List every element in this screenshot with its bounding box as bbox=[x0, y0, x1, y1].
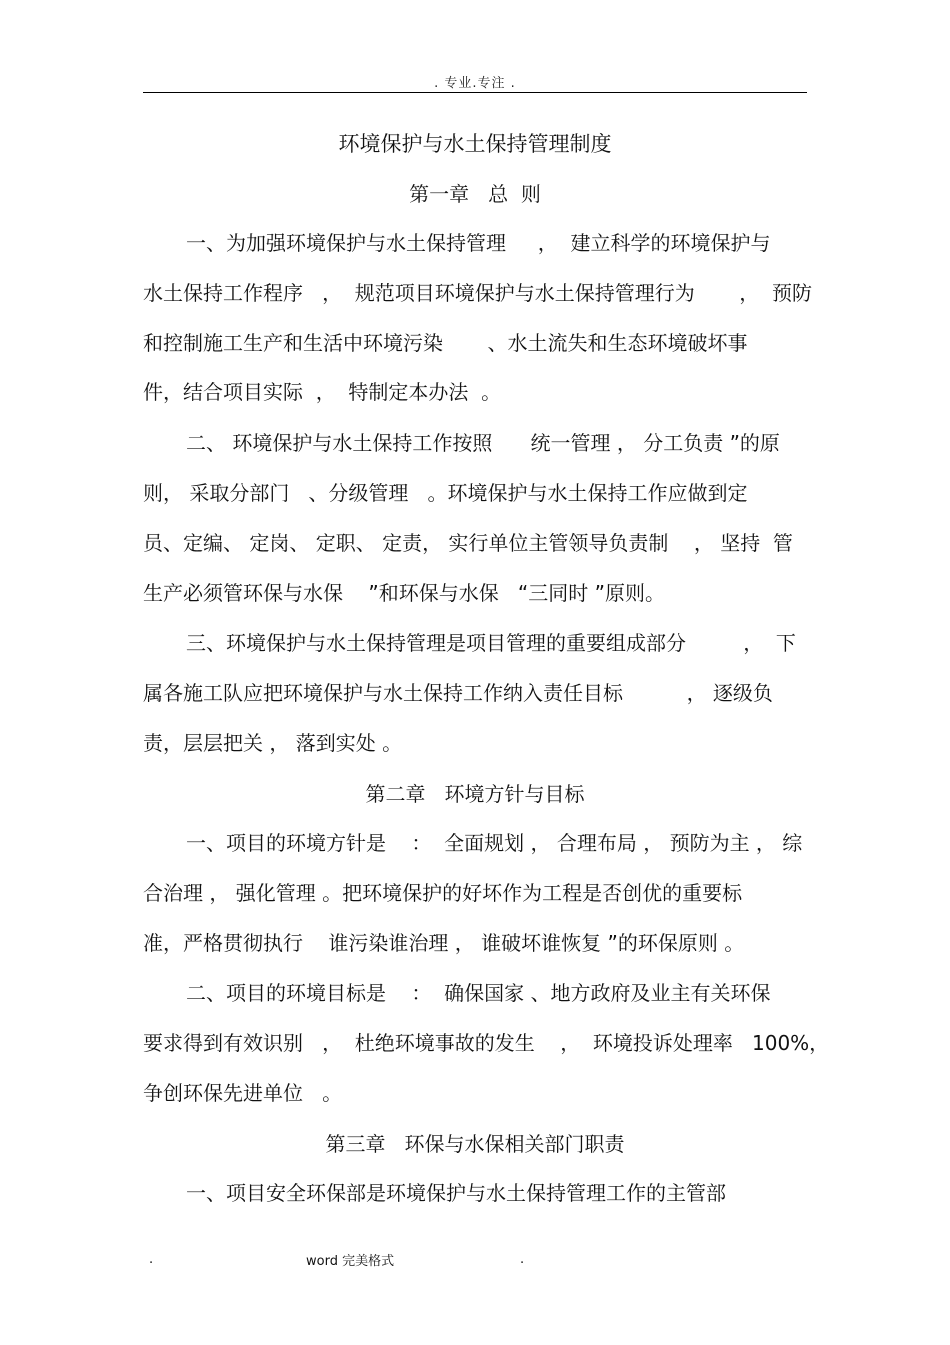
paragraph-line: 二、项目的环境目标是 ： 确保国家 、地方政府及业主有关环保 bbox=[186, 981, 771, 1005]
footer-right-dot: . bbox=[520, 1252, 525, 1267]
paragraph-line: 三、环境保护与水土保持管理是项目管理的重要组成部分 ， 下 bbox=[186, 631, 796, 655]
paragraph-line: 件，结合项目实际 ， 特制定本办法 。 bbox=[143, 380, 502, 404]
paragraph-line: 则， 采取分部门 、分级管理 。环境保护与水土保持工作应做到定 bbox=[143, 481, 748, 505]
paragraph-line: 准，严格贯彻执行 谁污染谁治理 ， 谁破坏谁恢复 ”的环保原则 。 bbox=[143, 931, 745, 955]
chapter-heading: 第一章 总 则 bbox=[409, 182, 541, 206]
paragraph-line: 属各施工队应把环境保护与水土保持工作纳入责任目标 ， 逐级负 bbox=[143, 681, 773, 705]
header-divider bbox=[143, 92, 807, 93]
paragraph-line: 员、定编、 定岗、 定职、 定责， 实行单位主管领导负责制 ， 坚持 管 bbox=[143, 531, 793, 555]
paragraph-line: 一、项目安全环保部是环境保护与水土保持管理工作的主管部 bbox=[186, 1181, 726, 1205]
paragraph-line: 生产必须管环保与水保 ”和环保与水保 “三同时 ”原则。 bbox=[143, 581, 665, 605]
paragraph-line: 二、 环境保护与水土保持工作按照 统一管理 ， 分工负责 ”的原 bbox=[186, 431, 780, 455]
paragraph-line: 一、为加强环境保护与水土保持管理 ， 建立科学的环境保护与 bbox=[186, 231, 771, 255]
chapter-heading: 第三章 环保与水保相关部门职责 bbox=[325, 1132, 625, 1156]
document-title: 环境保护与水土保持管理制度 bbox=[338, 132, 612, 156]
footer-text: word 完美格式 bbox=[306, 1254, 395, 1269]
paragraph-line: 一、项目的环境方针是 ： 全面规划 ， 合理布局 ， 预防为主 ， 综 bbox=[186, 831, 803, 855]
chapter-heading: 第二章 环境方针与目标 bbox=[365, 782, 585, 806]
paragraph-line: 和控制施工生产和生活中环境污染 、水土流失和生态环境破坏事 bbox=[143, 331, 748, 355]
paragraph-line: 责，层层把关 ， 落到实处 。 bbox=[143, 731, 403, 755]
paragraph-line: 争创环保先进单位 。 bbox=[143, 1081, 343, 1105]
paragraph-line: 要求得到有效识别 ， 杜绝环境事故的发生 ， 环境投诉处理率 100%， bbox=[143, 1031, 830, 1055]
page-header: . 专业.专注 . bbox=[434, 76, 516, 91]
paragraph-line: 水土保持工作程序 ， 规范项目环境保护与水土保持管理行为 ， 预防 bbox=[143, 281, 813, 305]
footer-left-dot: . bbox=[149, 1252, 154, 1267]
paragraph-line: 合治理 ， 强化管理 。把环境保护的好坏作为工程是否创优的重要标 bbox=[143, 881, 743, 905]
